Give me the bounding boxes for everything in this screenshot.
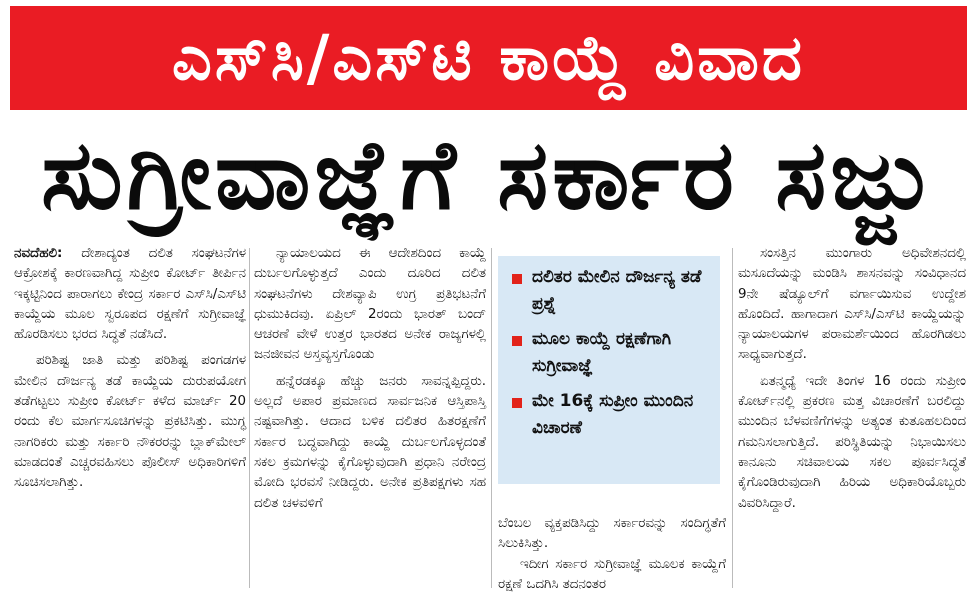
highlights-box <box>498 256 720 484</box>
article-column-2 <box>254 244 486 520</box>
paragraph: ಹನ್ನೆರಡಕ್ಕೂ ಹೆಚ್ಚು ಜನರು ಸಾವನ್ನಪ್ಪಿದ್ದರು. ಅಲ್ಲದೆ ಅಪಾರ ಪ್ರಮಾಣದ ಸಾರ್ವಜನಿಕ ಆಸ್ತಿಪಾಸ್ತಿ ನಷ್ಟವಾಗಿತ್ತು. ಆದಾದ ಬಳಿಕ ದಲಿತರ ಹಿತರಕ್ಷಣೆಗೆ ಸರ್ಕಾರ ಬದ್ಧವಾಗಿದ್ದು ಕಾಯ್ದೆ ದುರ್ಬಲಗೊಳ್ಳದಂತೆ ಸಕಲ ಕ್ರಮಗಳನ್ನು ಕೈಗೊಳ್ಳುವುದಾಗಿ ಪ್ರಧಾನಿ ನರೇಂದ್ರ ಮೋದಿ ಭರವಸೆ ನೀಡಿದ್ದರು. ಅನೇಕ ಪ್ರತಿಪಕ್ಷಗಳು ಸಹ ದಲಿತ ಚಳವಳಿಗೆ <box>254 373 486 511</box>
headline-text: ಸುಗ್ರೀವಾಜ್ಞೆಗೆ ಸರ್ಕಾರ ಸಜ್ಜು <box>41 119 936 231</box>
highlight-item: ದಲಿತರ ಮೇಲಿನ ದೌರ್ಜನ್ಯ ತಡೆ ಪ್ರಶ್ನೆ <box>512 264 712 318</box>
paragraph: ಬೆಂಬಲ ವ್ಯಕ್ತಪಡಿಸಿದ್ದು ಸರ್ಕಾರವನ್ನು ಸಂದಿಗ್ಧತೆಗೆ ಸಿಲುಕಿಸಿತ್ತು. <box>498 516 726 552</box>
article-column-1 <box>14 244 246 500</box>
dateline: ನವದೆಹಲಿ: <box>14 246 63 261</box>
column-divider <box>249 248 250 588</box>
article-column-4 <box>738 244 966 520</box>
column-divider <box>732 248 733 588</box>
paragraph: ಏತನ್ಮಧ್ಯೆ ಇದೇ ತಿಂಗಳ 16 ರಂದು ಸುಪ್ರೀಂ ಕೋರ್ಟ್‌ನಲ್ಲಿ ಪ್ರಕರಣ ಮತ್ತ ವಿಚಾರಣೆಗೆ ಬರಲಿದ್ದು ಮುಂದಿನ ಬೆಳವಣಿಗೆಗಳನ್ನು ಅತ್ಯಂತ ಕುತೂಹಲದಿಂದ ಗಮನಿಸಲಾಗುತ್ತಿದೆ. ಪರಿಸ್ಥಿತಿಯನ್ನು ನಿಭಾಯಿಸಲು ಕಾನೂನು ಸಚಿವಾಲಯ ಸಕಲ ಪೂರ್ವಸಿದ್ಧತೆ ಕೈಗೊಂಡಿರುವುದಾಗಿ ಹಿರಿಯ ಅಧಿಕಾರಿಯೊಬ್ಬರು ವಿವರಿಸಿದ್ದಾರೆ. <box>738 373 966 511</box>
headline <box>10 116 967 236</box>
square-bullet-icon <box>512 274 522 284</box>
highlight-item: ಮೂಲ ಕಾಯ್ದೆ ರಕ್ಷಣೆಗಾಗಿ ಸುಗ್ರೀವಾಜ್ಞೆ <box>512 326 712 380</box>
paragraph: ಸಂಸತ್ತಿನ ಮುಂಗಾರು ಅಧಿವೇಶನದಲ್ಲಿ ಮಸೂದೆಯನ್ನು ಮಂಡಿಸಿ ಶಾಸನವನ್ನು ಸಂವಿಧಾನದ 9ನೇ ಷೆಡ್ಯೂಲ್‌ಗೆ ವರ್ಗಾಯಿಸುವ ಉದ್ದೇಶ ಹೊಂದಿದೆ. ಹಾಗಾದಾಗ ಎಸ್‌ಸಿ/ಎಸ್‌ಟಿ ಕಾಯ್ದೆಯನ್ನು ನ್ಯಾಯಾಲಯಗಳ ಪರಾಮರ್ಶೆಯಿಂದ ಹೊರಗಿಡಲು ಸಾಧ್ಯವಾಗುತ್ತದೆ. <box>738 246 966 363</box>
paragraph-text: ದೇಶಾದ್ಯಂತ ದಲಿತ ಸಂಘಟನೆಗಳ ಆಕ್ರೋಶಕ್ಕೆ ಕಾರಣವಾಗಿದ್ದ ಸುಪ್ರೀಂ ಕೋರ್ಟ್ ತೀರ್ಪಿನ ಇಕ್ಕಟ್ಟಿನಿಂದ ಪಾರಾಗಲು ಕೇಂದ್ರ ಸರ್ಕಾರ ಎಸ್‌ಸಿ/ಎಸ್‌ಟಿ ಕಾಯ್ದೆಯ ಮೂಲ ಸ್ವರೂಪದ ರಕ್ಷಣೆಗೆ ಸುಗ್ರೀವಾಜ್ಞೆ ಹೊರಡಿಸಲು ಭರದ ಸಿದ್ಧತೆ ನಡೆಸಿದೆ. <box>14 246 246 343</box>
column-divider <box>491 248 492 588</box>
paragraph: ಪರಿಶಿಷ್ಟ ಜಾತಿ ಮತ್ತು ಪರಿಶಿಷ್ಟ ಪಂಗಡಗಳ ಮೇಲಿನ ದೌರ್ಜನ್ಯ ತಡೆ ಕಾಯ್ದೆಯ ದುರುಪಯೋಗ ತಡೆಗಟ್ಟಲು ಸುಪ್ರೀಂ ಕೋರ್ಟ್ ಕಳೆದ ಮಾರ್ಚ್ 20 ರಂದು ಕೆಲ ಮಾರ್ಗಸೂಚಿಗಳನ್ನು ಪ್ರಕಟಿಸಿತ್ತು. ಮುಗ್ಧ ನಾಗರಿಕರು ಮತ್ತು ಸರ್ಕಾರಿ ನೌಕರರನ್ನು ಬ್ಲಾಕ್‌ಮೇಲ್ ಮಾಡದಂತೆ ಎಚ್ಚರವಹಿಸಲು ಪೊಲೀಸ್ ಅಧಿಕಾರಿಗಳಿಗೆ ಸೂಚಿಸಲಾಗಿತ್ತು. <box>14 353 246 491</box>
square-bullet-icon <box>512 336 522 346</box>
paragraph: ನ್ಯಾಯಾಲಯದ ಈ ಆದೇಶದಿಂದ ಕಾಯ್ದೆ ದುರ್ಬಲಗೊಳ್ಳುತ್ತದೆ ಎಂದು ದೂರಿದ ದಲಿತ ಸಂಘಟನೆಗಳು ದೇಶವ್ಯಾಪಿ ಉಗ್ರ ಪ್ರತಿಭಟನೆಗೆ ಧುಮುಕಿದವು. ಏಪ್ರಿಲ್ 2ರಂದು ಭಾರತ್ ಬಂದ್ ಆಚರಣೆ ವೇಳೆ ಉತ್ತರ ಭಾರತದ ಅನೇಕ ರಾಜ್ಯಗಳಲ್ಲಿ ಜನಜೀವನ ಅಸ್ತವ್ಯಸ್ತಗೊಂಡು <box>254 246 486 363</box>
square-bullet-icon <box>512 398 522 408</box>
paragraph: ಇದೀಗ ಸರ್ಕಾರ ಸುಗ್ರೀವಾಜ್ಞೆ ಮೂಲಕ ಕಾಯ್ದೆಗೆ ರಕ್ಷಣೆ ಒದಗಿಸಿ ತದನಂತರ <box>498 556 726 592</box>
highlight-item: ಮೇ 16ಕ್ಕೆ ಸುಪ್ರೀಂ ಮುಂದಿನ ವಿಚಾರಣೆ <box>512 388 712 442</box>
kicker-banner <box>10 6 967 110</box>
highlights-list <box>498 256 720 442</box>
article-column-3 <box>498 514 726 595</box>
paragraph <box>14 244 246 345</box>
kicker-text: ಎಸ್‌ಸಿ/ಎಸ್‌ಟಿ ಕಾಯ್ದೆ ವಿವಾದ <box>172 21 805 94</box>
